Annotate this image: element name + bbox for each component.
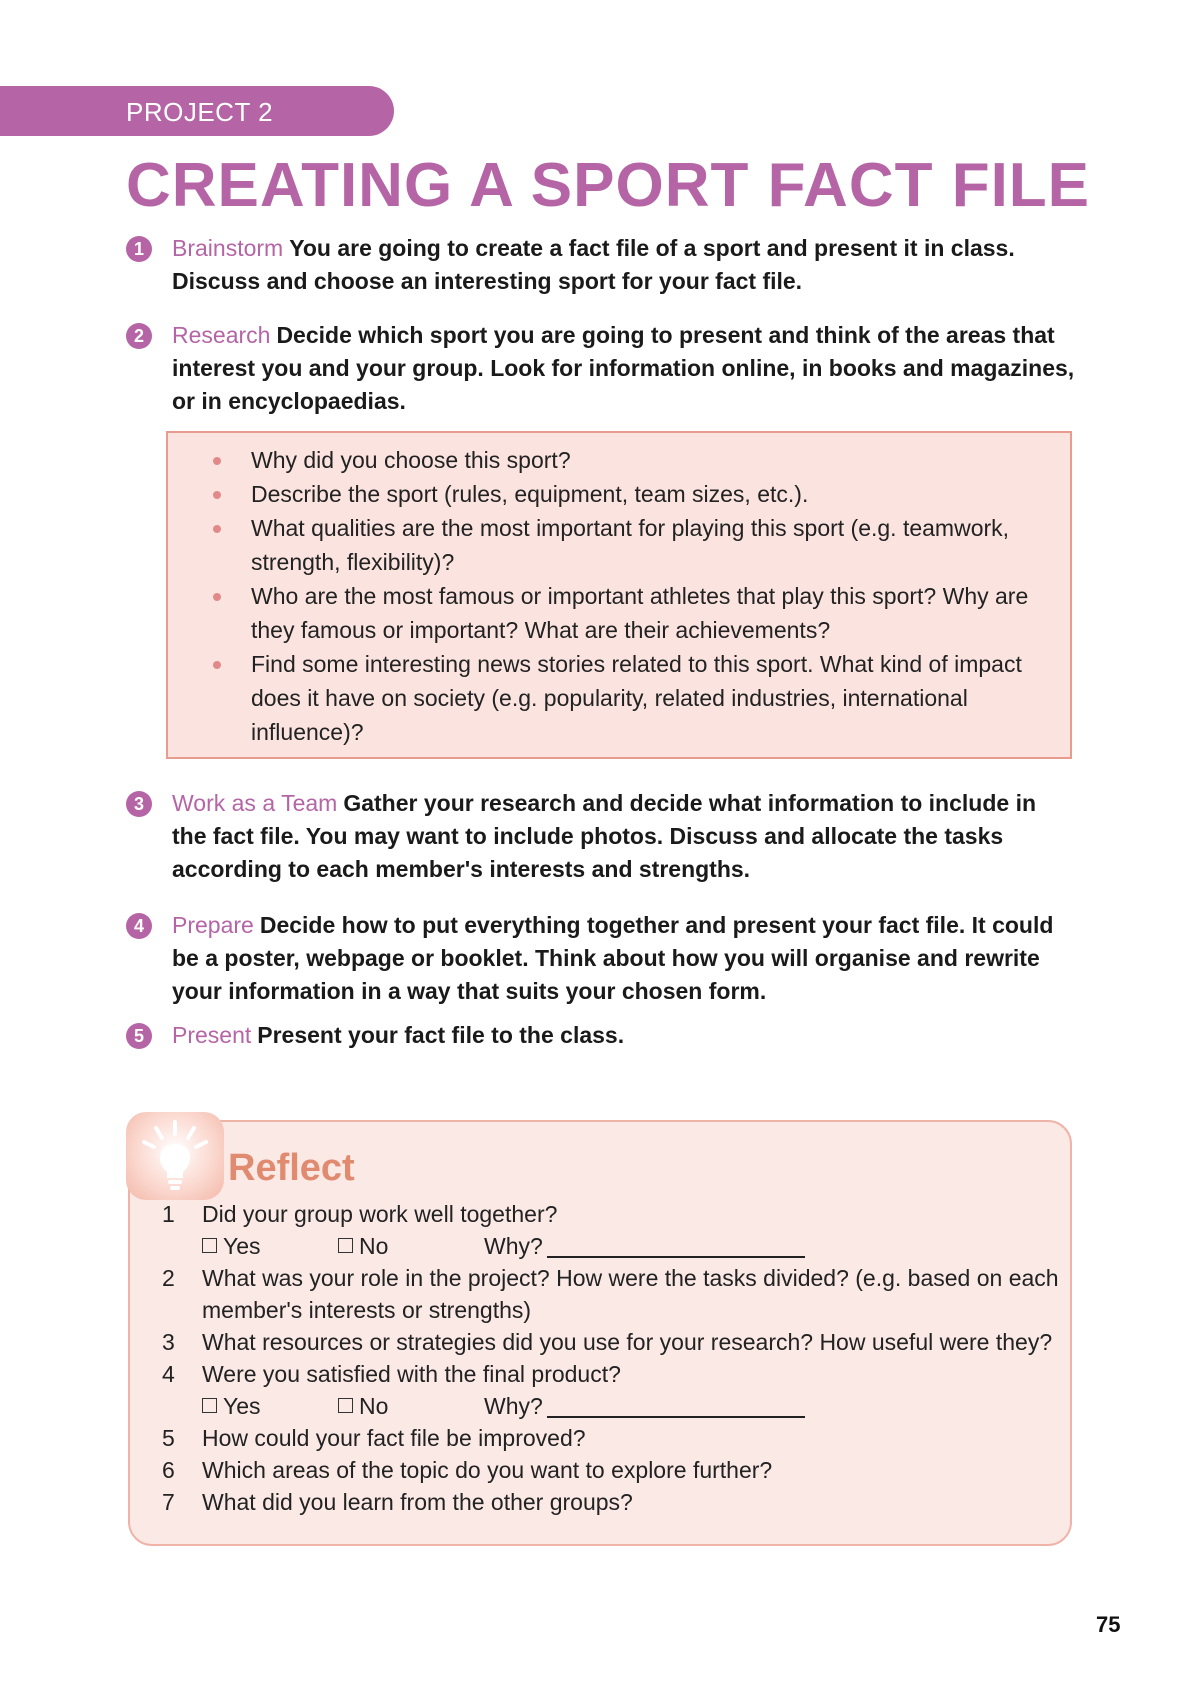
why-answer-line[interactable] bbox=[547, 1256, 805, 1258]
research-questions-box bbox=[166, 431, 1072, 759]
lightbulb-icon bbox=[126, 1112, 224, 1200]
bullet-icon bbox=[213, 593, 221, 601]
question-text: How could your fact file be improved? bbox=[202, 1425, 586, 1451]
question-text: Why did you choose this sport? bbox=[251, 447, 571, 473]
question-text: What was your role in the project? How were the tasks divided? (e.g. based on each member's interests or strengths) bbox=[202, 1265, 1059, 1323]
step-instruction: Present your fact file to the class. bbox=[257, 1022, 625, 1048]
bullet-icon bbox=[213, 491, 221, 499]
step-keyword: Prepare bbox=[172, 912, 254, 938]
project-tab bbox=[0, 86, 394, 136]
question-number: 2 bbox=[162, 1265, 175, 1291]
reflect-question bbox=[162, 1326, 1062, 1358]
no-checkbox[interactable] bbox=[338, 1398, 353, 1413]
project-label: PROJECT 2 bbox=[126, 97, 274, 127]
step-brainstorm bbox=[126, 232, 1076, 298]
step-number-badge: 5 bbox=[126, 1023, 152, 1049]
no-label: No bbox=[359, 1393, 389, 1419]
question-number: 7 bbox=[162, 1489, 175, 1515]
question-text: Who are the most famous or important athletes that play this sport? Why are they famous or important? What are their achievements? bbox=[251, 583, 1029, 643]
step-text-block bbox=[172, 787, 1076, 886]
question-text: Which areas of the topic do you want to explore further? bbox=[202, 1457, 773, 1483]
step-number-badge: 1 bbox=[126, 236, 152, 262]
research-questions-list bbox=[168, 433, 1070, 749]
list-item bbox=[168, 579, 1058, 647]
question-text: What qualities are the most important for playing this sport (e.g. teamwork, strength, flexibility)? bbox=[251, 515, 1010, 575]
step-present bbox=[126, 1019, 1076, 1052]
question-text: What did you learn from the other groups? bbox=[202, 1489, 633, 1515]
why-label: Why? bbox=[484, 1233, 543, 1259]
yes-checkbox[interactable] bbox=[202, 1238, 217, 1253]
step-text-block bbox=[172, 1019, 1076, 1052]
question-number: 5 bbox=[162, 1425, 175, 1451]
question-text: Were you satisfied with the final product? bbox=[202, 1361, 621, 1387]
step-number-badge: 3 bbox=[126, 791, 152, 817]
step-keyword: Present bbox=[172, 1022, 252, 1048]
no-checkbox[interactable] bbox=[338, 1238, 353, 1253]
no-label: No bbox=[359, 1233, 389, 1259]
question-text: Find some interesting news stories related to this sport. What kind of impact does it have on society (e.g. popularity, related industries, international influence)? bbox=[251, 651, 1022, 745]
question-number: 3 bbox=[162, 1329, 175, 1355]
question-text: Describe the sport (rules, equipment, team sizes, etc.). bbox=[251, 481, 809, 507]
yes-label: Yes bbox=[223, 1233, 261, 1259]
step-number-badge: 4 bbox=[126, 913, 152, 939]
question-number: 4 bbox=[162, 1361, 175, 1387]
step-keyword: Brainstorm bbox=[172, 235, 284, 261]
reflect-question bbox=[162, 1454, 1062, 1486]
page-number: 75 bbox=[1096, 1612, 1121, 1637]
reflect-title: Reflect bbox=[228, 1147, 355, 1189]
list-item bbox=[168, 647, 1058, 749]
step-keyword: Research bbox=[172, 322, 271, 348]
step-instruction: Decide which sport you are going to present and think of the areas that interest you and your group. Look for information online, in books and magazines, or in encyclopaedias. bbox=[172, 322, 1075, 414]
step-instruction: Decide how to put everything together and present your fact file. It could be a poster, webpage or booklet. Think about how you will organise and rewrite your information in a way that suits your chosen form. bbox=[172, 912, 1054, 1004]
reflect-question bbox=[162, 1262, 1062, 1326]
bullet-icon bbox=[213, 661, 221, 669]
page-title: CREATING A SPORT FACT FILE bbox=[126, 151, 1091, 220]
why-answer-line[interactable] bbox=[547, 1416, 805, 1418]
reflect-question bbox=[162, 1198, 1062, 1230]
step-instruction: Gather your research and decide what information to include in the fact file. You may want to include photos. Discuss and allocate the tasks according to each member's interests and strengths. bbox=[172, 790, 1037, 882]
step-instruction: You are going to create a fact file of a sport and present it in class. Discuss and choose an interesting sport for your fact file. bbox=[172, 235, 1015, 294]
list-item bbox=[168, 443, 1058, 477]
yes-checkbox[interactable] bbox=[202, 1398, 217, 1413]
question-number: 6 bbox=[162, 1457, 175, 1483]
step-number-badge: 2 bbox=[126, 323, 152, 349]
reflect-question bbox=[162, 1486, 1062, 1518]
question-text: What resources or strategies did you use for your research? How useful were they? bbox=[202, 1329, 1053, 1355]
question-number: 1 bbox=[162, 1201, 175, 1227]
why-label: Why? bbox=[484, 1393, 543, 1419]
step-text-block bbox=[172, 232, 1076, 298]
bullet-icon bbox=[213, 457, 221, 465]
bullet-icon bbox=[213, 525, 221, 533]
reflect-question bbox=[162, 1358, 1062, 1390]
step-text-block bbox=[172, 319, 1076, 418]
list-item bbox=[168, 477, 1058, 511]
step-keyword: Work as a Team bbox=[172, 790, 338, 816]
list-item bbox=[168, 511, 1058, 579]
step-text-block bbox=[172, 909, 1076, 1008]
step-prepare bbox=[126, 909, 1076, 1008]
yes-label: Yes bbox=[223, 1393, 261, 1419]
step-research bbox=[126, 319, 1076, 418]
reflect-question bbox=[162, 1422, 1062, 1454]
step-work-as-team bbox=[126, 787, 1076, 886]
question-text: Did your group work well together? bbox=[202, 1201, 558, 1227]
